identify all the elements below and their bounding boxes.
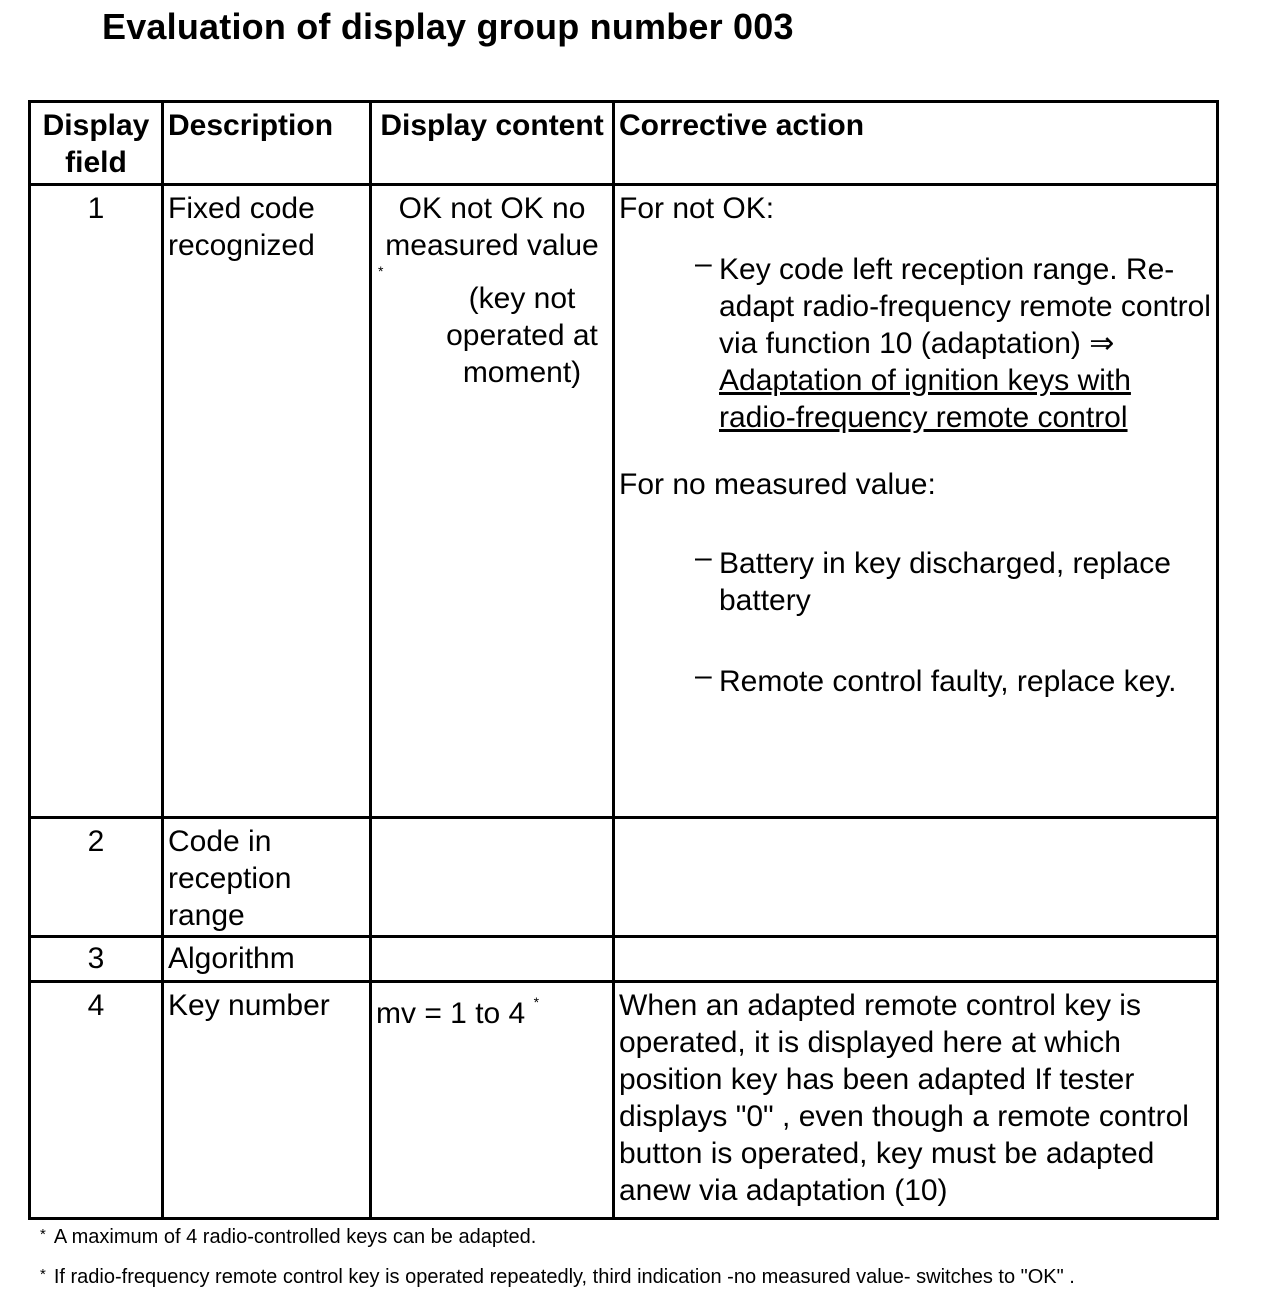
action-item-battery [695,541,1212,619]
adaptation-link[interactable]: Adaptation of ignition keys with radio-frequency remote control [719,364,1131,434]
header-description: Description [163,102,371,185]
row3-description: Algorithm [163,937,371,982]
footnote-1 [40,1226,536,1249]
table-row [30,185,1218,818]
action-item-remote-faulty-text: Remote control faulty, replace key. [719,665,1177,698]
dash-bullet: – [695,541,712,574]
row2-field: 2 [30,818,163,937]
row2-description: Code in reception range [163,818,371,937]
row4-description: Key number [163,982,371,1219]
row1-content-footnote-mark: * [378,263,384,279]
row1-content-note: (key not operated at moment) [446,282,598,389]
action-item-key-code [695,247,1212,436]
action-heading-no-measured-value: For no measured value: [619,468,936,501]
action-heading-not-ok: For not OK: [619,192,775,225]
row2-action [614,818,1218,937]
footnote-2-mark: * [40,1266,46,1283]
row3-action [614,937,1218,982]
action-item-remote-faulty [695,659,1212,703]
row3-content [371,937,614,982]
row4-content [371,982,614,1219]
dash-bullet: – [695,659,712,692]
row1-content-values: OK not OK no measured value [385,192,599,262]
row1-action [614,185,1218,818]
header-corrective-action: Corrective action [614,102,1218,185]
row4-action: When an adapted remote control key is operated, it is displayed here at which position key has been adapted If tester displays "0" , even though a remote control button is operated, key must be adapted anew via adaptation (10) [614,982,1218,1219]
row4-content-footnote-mark: * [533,994,540,1010]
row1-content [371,185,614,818]
footnote-1-mark: * [40,1226,46,1243]
table-header-row [30,102,1218,185]
table-row [30,982,1218,1219]
row4-content-value: mv = 1 to 4 [376,997,534,1030]
table-row [30,818,1218,937]
dash-bullet: – [695,247,712,280]
footnote-2-text: If radio-frequency remote control key is operated repeatedly, third indication -no measured value- switches to "OK" . [53,1266,1075,1288]
footnote-2 [40,1266,1075,1289]
header-display-content: Display content [371,102,614,185]
action-item-battery-text: Battery in key discharged, replace battery [719,547,1171,617]
page-title: Evaluation of display group number 003 [102,6,794,47]
row2-content [371,818,614,937]
row1-field: 1 [30,185,163,818]
row4-field: 4 [30,982,163,1219]
display-group-table [28,100,1219,1220]
row1-description: Fixed code recognized [163,185,371,818]
table-row [30,937,1218,982]
row3-field: 3 [30,937,163,982]
action-item-key-code-text: Key code left reception range. Re-adapt radio-frequency remote control via function 10 (adaptation) ⇒ [719,253,1211,360]
footnote-1-text: A maximum of 4 radio-controlled keys can be adapted. [53,1226,537,1248]
header-display-field: Display field [30,102,163,185]
